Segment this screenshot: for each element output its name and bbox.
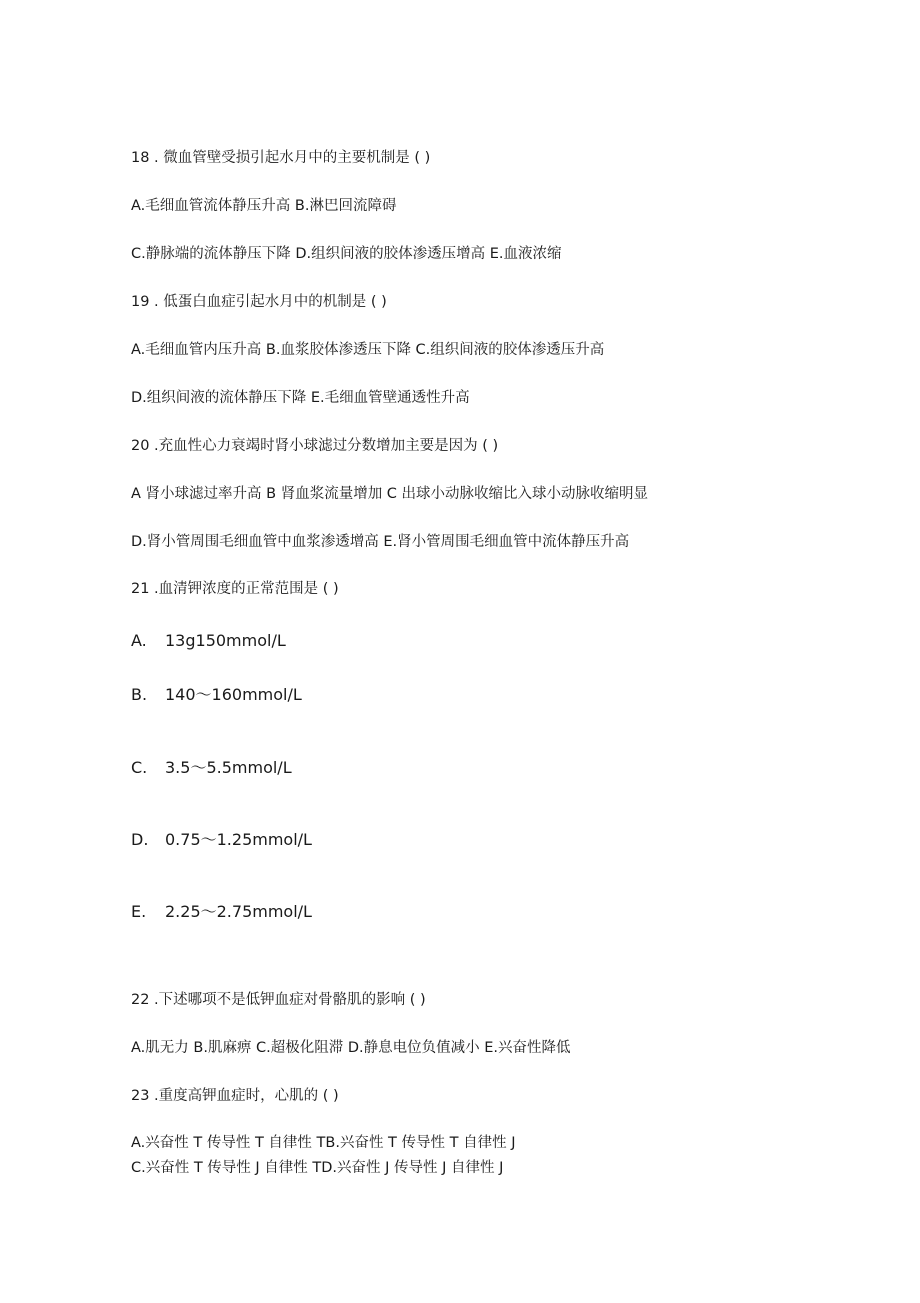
question-21-stem: 21 .血清钾浓度的正常范围是 ( ): [131, 581, 339, 597]
question-20-options-line-2: D.肾小管周围毛细血管中血浆渗透增高 E.肾小管周围毛细血管中流体静压升高: [131, 534, 630, 550]
question-21-option-e: [131, 901, 312, 923]
option-letter: B.: [131, 685, 148, 704]
question-23-options-line-2: C.兴奋性 T 传导性 J 自律性 TD.兴奋性 J 传导性 J 自律性 J: [131, 1160, 504, 1176]
question-19-stem: 19 . 低蛋白血症引起水月中的机制是 ( ): [131, 294, 387, 310]
option-text: 140〜160mmol/L: [165, 685, 302, 704]
question-22-options-line-1: A.肌无力 B.肌麻痹 C.超极化阻滞 D.静息电位负值减小 E.兴奋性降低: [131, 1040, 571, 1056]
option-letter: E.: [131, 902, 147, 921]
option-text: 13g150mmol/L: [165, 631, 286, 650]
question-22-stem: 22 .下述哪项不是低钾血症对骨骼肌的影响 ( ): [131, 992, 426, 1008]
question-19-options-line-1: A.毛细血管内压升高 B.血浆胶体渗透压下降 C.组织间液的胶体渗透压升高: [131, 342, 605, 358]
question-18-stem: 18 . 微血管壁受损引起水月中的主要机制是 ( ): [131, 150, 431, 166]
option-text: 3.5〜5.5mmol/L: [165, 758, 292, 777]
question-21-option-a: [131, 630, 286, 652]
question-19-options-line-2: D.组织间液的流体静压下降 E.毛细血管壁通透性升高: [131, 390, 470, 406]
question-23-options-line-1: A.兴奋性 T 传导性 T 自律性 TB.兴奋性 T 传导性 T 自律性 J: [131, 1135, 516, 1151]
question-21-option-b: [131, 684, 302, 706]
question-20-options-line-1: A 肾小球滤过率升高 B 肾血浆流量增加 C 出球小动脉收缩比入球小动脉收缩明显: [131, 486, 649, 502]
option-letter: D.: [131, 830, 149, 849]
option-letter: A.: [131, 631, 147, 650]
option-text: 0.75〜1.25mmol/L: [165, 830, 312, 849]
question-20-stem: 20 .充血性心力衰竭时肾小球滤过分数增加主要是因为 ( ): [131, 438, 499, 454]
question-21-option-c: [131, 757, 292, 779]
option-letter: C.: [131, 758, 148, 777]
question-21-option-d: [131, 829, 312, 851]
question-18-options-line-1: A.毛细血管流体静压升高 B.淋巴回流障碍: [131, 198, 397, 214]
question-23-stem: 23 .重度高钾血症时，心肌的 ( ): [131, 1088, 339, 1104]
question-18-options-line-2: C.静脉端的流体静压下降 D.组织间液的胶体渗透压增高 E.血液浓缩: [131, 246, 562, 262]
option-text: 2.25〜2.75mmol/L: [165, 902, 312, 921]
